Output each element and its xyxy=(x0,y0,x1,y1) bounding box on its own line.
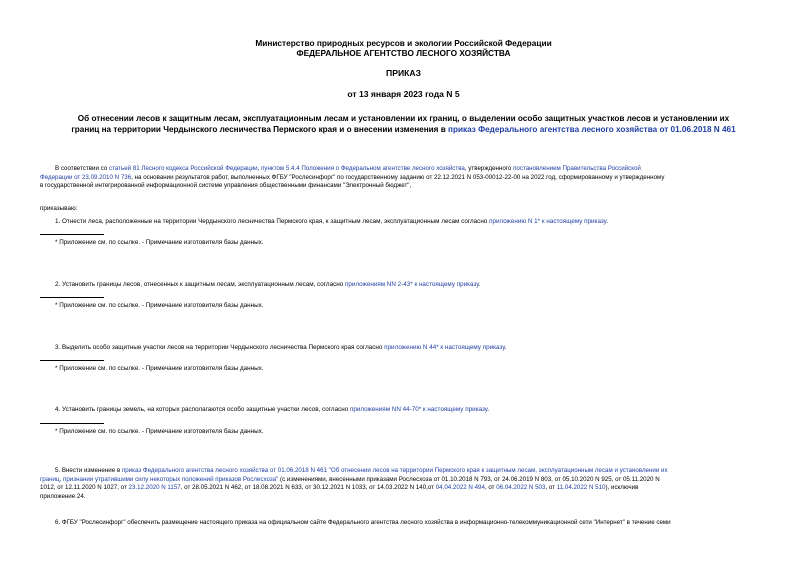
doc-type: ПРИКАЗ xyxy=(386,68,421,78)
link-order-503[interactable]: 06.04.2022 N 503 xyxy=(496,484,546,491)
link-government-decree[interactable]: постановлением Правительства Российской xyxy=(513,165,641,172)
preamble-line2: Федерации от 23.09.2010 N 736, на основании результатов работ, выполненных ФГБУ "Рослесинфорг" по государственному заданию от 22.12.2021 N 053-00012-22-00 на 2022 год, сформированному и утвержденному xyxy=(40,173,665,181)
link-order-510[interactable]: 11.04.2022 N 510 xyxy=(556,484,606,491)
item-3: 3. Выделить особо защитные участки лесов на территории Чердынского лесничества Пермского края согласно приложению N 44* к настоящему приказу. xyxy=(55,344,507,351)
link-order-461-title-cont[interactable]: границ, признании утратившими силу некоторых положений приказов Рослесхоза" xyxy=(40,475,279,483)
link-order-1157[interactable]: 23.12.2020 N 1157 xyxy=(128,484,181,491)
link-appendix-44[interactable]: приложению N 44* к настоящему приказу xyxy=(384,344,505,351)
footnote-4: * Приложение см. по ссылке. - Примечание изготовителя базы данных. xyxy=(55,428,264,435)
link-order-461[interactable]: приказ Федерального агентства лесного хозяйства от 01.06.2018 N 461 xyxy=(121,467,327,474)
link-order-461-title[interactable]: "Об отнесении лесов на территории Пермского края к защитным лесам, эксплуатационным лесам и установлении их xyxy=(328,467,668,474)
item-5-line3: 1012, от 12.11.2020 N 1027, от 23.12.2020 N 1157, от 28.05.2021 N 462, от 18.08.2021 N 633, от 30.12.2021 N 1033, от 14.03.2022 N 140,от 04.04.2022 N 494, от 06.04.2022 N 503, от 11.04.2022 N 510), исключив xyxy=(40,484,639,491)
link-decree-736[interactable]: Федерации от 23.09.2010 N 736 xyxy=(40,173,132,181)
footnote-divider xyxy=(40,360,104,361)
footnote-2: * Приложение см. по ссылке. - Примечание изготовителя базы данных. xyxy=(55,302,264,309)
footnote-divider xyxy=(40,423,104,424)
doc-title-line1: Об отнесении лесов к защитным лесам, эксплуатационным лесам и установлении их границ, о выделении особо защитных участков лесов и установлении их xyxy=(77,114,730,123)
link-order-494[interactable]: 04.04.2022 N 494 xyxy=(435,484,485,491)
ministry-name: Министерство природных ресурсов и экологии Российской Федерации xyxy=(255,38,552,48)
preamble-line3: в государственной интегрированной информационной системе управления общественными финансами "Электронный бюджет", xyxy=(40,182,412,189)
preamble-line1: В соответствии со статьей 81 Лесного кодекса Российской Федерации, пунктом 5.4.4 Положения о Федеральном агентстве лесного хозяйства, утвержденного постановлением Правительства Российской xyxy=(55,165,641,172)
item-4: 4. Установить границы земель, на которых располагаются особо защитные участки лесов, согласно приложениям NN 44-70* к настоящему приказу. xyxy=(55,406,490,413)
item-1: 1. Отнести леса, расположенные на территории Чердынского лесничества Пермского края, к защитным лесам, эксплуатационным лесам согласно приложению N 1* к настоящему приказу. xyxy=(55,218,608,225)
footnote-1: * Приложение см. по ссылке. - Примечание изготовителя базы данных. xyxy=(55,239,264,246)
agency-name: ФЕДЕРАЛЬНОЕ АГЕНТСТВО ЛЕСНОГО ХОЗЯЙСТВА xyxy=(296,48,511,58)
link-appendix-1[interactable]: приложению N 1* к настоящему приказу xyxy=(489,218,607,225)
link-forest-code-art81[interactable]: статьей 81 Лесного кодекса Российской Федерации xyxy=(108,165,258,172)
item-2: 2. Установить границы лесов, отнесенных к защитным лесам, эксплуатационным лесам, согласно приложениям NN 2-43* к настоящему приказу. xyxy=(55,281,481,288)
order-word: приказываю: xyxy=(40,205,78,212)
footnote-divider xyxy=(40,297,104,298)
item-5-line4: приложение 24. xyxy=(40,492,86,500)
title-link-order-461[interactable]: приказ Федерального агентства лесного хозяйства от 01.06.2018 N 461 xyxy=(448,125,736,134)
link-appendix-2-43[interactable]: приложениям NN 2-43* к настоящему приказу xyxy=(345,281,479,288)
item-6: 6. ФГБУ "Рослесинфорг" обеспечить размещение настоящего приказа на официальном сайте Федерального агентства лесного хозяйства в информационно-телекоммуникационной сети "Интернет" в течение семи xyxy=(55,519,671,526)
footnote-divider xyxy=(40,234,104,235)
footnote-3: * Приложение см. по ссылке. - Примечание изготовителя базы данных. xyxy=(55,365,264,372)
link-regulation-5-4-4[interactable]: пунктом 5.4.4 Положения о Федеральном агентстве лесного хозяйства xyxy=(261,165,465,172)
link-appendix-44-70[interactable]: приложениям NN 44-70* к настоящему приказу xyxy=(349,406,488,413)
doc-title-line2: границ на территории Чердынского лесничества Пермского края и о внесении изменения в приказ Федерального агентства лесного хозяйства от 01.06.2018 N 461 xyxy=(71,125,736,134)
item-5-line1: 5. Внести изменение в приказ Федерального агентства лесного хозяйства от 01.06.2018 N 461 "Об отнесении лесов на территории Пермского края к защитным лесам, эксплуатационным лесам и установлении их xyxy=(55,467,668,474)
item-5-line2: границ, признании утратившими силу некоторых положений приказов Рослесхоза" (с изменениями, внесенными приказами Рослесхоза от 01.10.2018 N 793, от 24.06.2019 N 803, от 05.10.2020 N 925, от 05.11.2020 N xyxy=(40,475,660,483)
doc-date-number: от 13 января 2023 года N 5 xyxy=(347,89,460,99)
